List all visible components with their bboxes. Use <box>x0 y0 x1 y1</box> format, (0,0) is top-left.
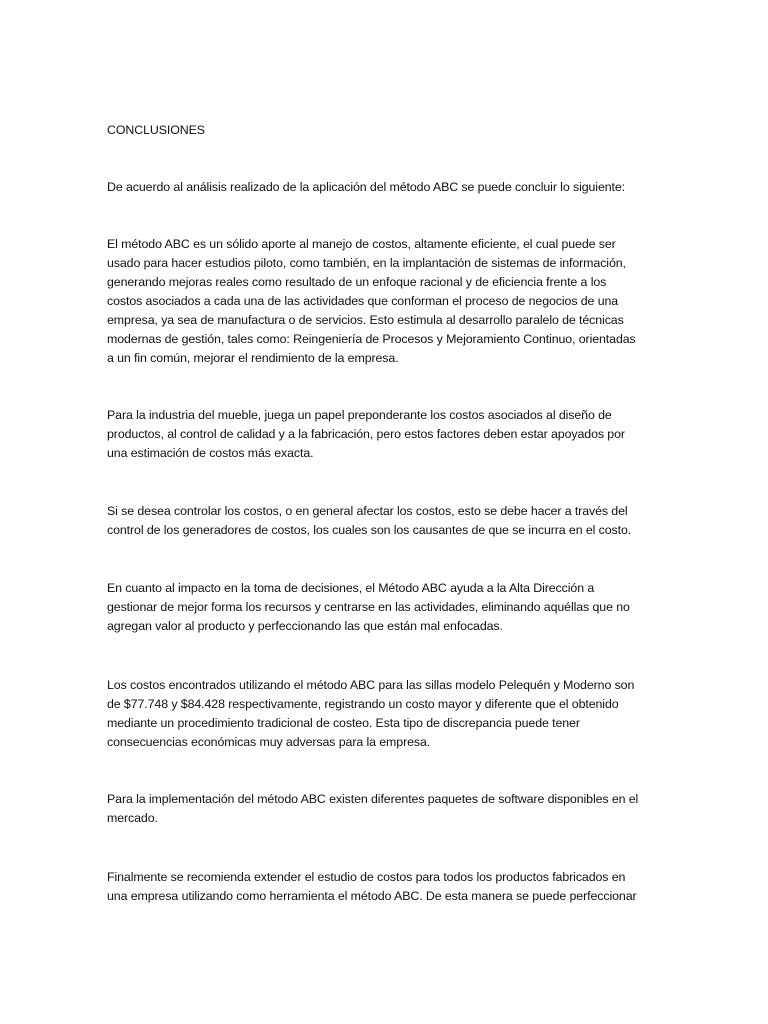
text-line: de $77.748 y $84.428 respectivamente, registrando un costo mayor y diferente que el obtenido <box>107 697 619 711</box>
text-line: mediante un procedimiento tradicional de costeo. Esta tipo de discrepancia puede tener <box>107 716 580 730</box>
text-line: costos asociados a cada una de las actividades que conforman el proceso de negocios de una <box>107 294 619 308</box>
paragraph-recommendation <box>107 868 667 906</box>
text-line: agregan valor al producto y perfeccionando las que están mal enfocadas. <box>107 619 503 633</box>
paragraph-costs-found <box>107 676 667 752</box>
text-line: Para la industria del mueble, juega un papel preponderante los costos asociados al diseño de <box>107 408 612 422</box>
text-line: gestionar de mejor forma los recursos y centrarse en las actividades, eliminando aquéllas que no <box>107 600 630 614</box>
text-line: una empresa utilizando como herramienta el método ABC. De esta manera se puede perfeccionar <box>107 889 637 903</box>
intro-text: De acuerdo al análisis realizado de la aplicación del método ABC se puede concluir lo siguiente: <box>107 180 626 194</box>
text-line: En cuanto al impacto en la toma de decisiones, el Método ABC ayuda a la Alta Dirección a <box>107 581 595 595</box>
text-line: El método ABC es un sólido aporte al manejo de costos, altamente eficiente, el cual puede ser <box>107 237 616 251</box>
text-line: consecuencias económicas muy adversas para la empresa. <box>107 735 431 749</box>
paragraph-cost-control <box>107 502 667 540</box>
paragraph-software <box>107 790 667 828</box>
text-line: Los costos encontrados utilizando el método ABC para las sillas modelo Pelequén y Moderno son <box>107 678 635 692</box>
text-line: Si se desea controlar los costos, o en general afectar los costos, esto se debe hacer a través del <box>107 504 628 518</box>
document-heading <box>107 121 667 140</box>
text-line: mercado. <box>107 811 158 825</box>
text-line: una estimación de costos más exacta. <box>107 446 314 460</box>
heading-text: CONCLUSIONES <box>107 123 205 137</box>
text-line: control de los generadores de costos, los cuales son los causantes de que se incurra en el costo. <box>107 523 632 537</box>
paragraph-furniture-industry <box>107 406 667 463</box>
text-line: a un fin común, mejorar el rendimiento de la empresa. <box>107 351 399 365</box>
intro-paragraph <box>107 178 667 197</box>
paragraph-decision-impact <box>107 579 667 636</box>
text-line: Finalmente se recomienda extender el estudio de costos para todos los productos fabricados en <box>107 870 626 884</box>
text-line: modernas de gestión, tales como: Reingeniería de Procesos y Mejoramiento Continuo, orientadas <box>107 332 636 346</box>
text-line: Para la implementación del método ABC existen diferentes paquetes de software disponibles en el <box>107 792 639 806</box>
text-line: productos, al control de calidad y a la fabricación, pero estos factores deben estar apoyados por <box>107 427 625 441</box>
text-line: empresa, ya sea de manufactura o de servicios. Esto estimula al desarrollo paralelo de técnicas <box>107 313 624 327</box>
paragraph-abc-method <box>107 235 667 368</box>
text-line: usado para hacer estudios piloto, como también, en la implantación de sistemas de información, <box>107 256 626 270</box>
text-line: generando mejoras reales como resultado de un enfoque racional y de eficiencia frente a los <box>107 275 607 289</box>
